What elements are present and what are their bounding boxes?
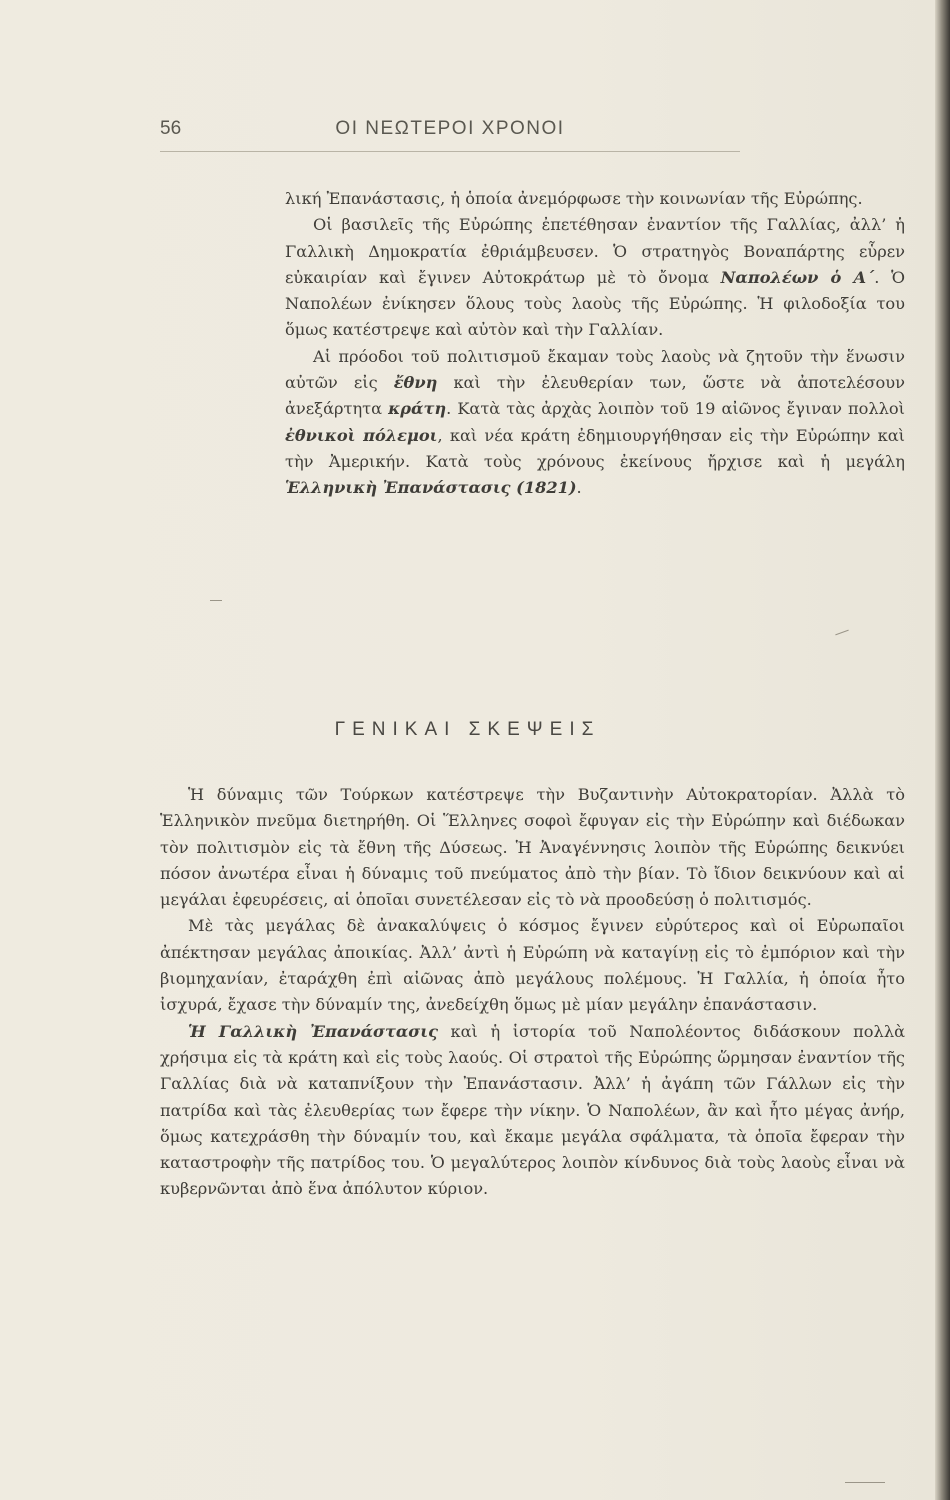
paragraph-french-revolution — [160, 1019, 905, 1203]
running-title: ΟΙ ΝΕΩΤΕΡΟΙ ΧΡΟΝΟΙ — [335, 118, 565, 139]
paragraph-byzantium: Ἡ δύναμις τῶν Τούρκων κατέστρεψε τὴν Βυζαντινὴν Αὐτοκρατορίαν. Ἀλλὰ τὸ Ἑλληνικὸν πνεῦμα διετηρήθη. Οἱ Ἕλληνες σοφοὶ ἔφυγαν εἰς τὴν Εὐρώπην καὶ διέδωκαν τὸν πολιτισμὸν εἰς τὰ ἔθνη τῆς Δύσεως. Ἡ Ἀναγέννησις λοιπὸν τῆς Εὐρώπης δεικνύει πόσον ἀνωτέρα εἶναι ἡ δύναμις τοῦ πνεύματος ἀπὸ τὴν βίαν. Τὸ ἴδιον δεικνύουν καὶ αἱ μεγάλαι ἐφευρέσεις, αἱ ὁποῖαι συνετέλεσαν εἰς τὸ νὰ προοδεύσῃ ὁ πολιτισμός. — [160, 785, 905, 910]
page-edge-shadow — [935, 0, 950, 1500]
text-block-general-thoughts — [160, 782, 905, 1203]
paragraph-text: . — [576, 478, 582, 498]
margin-mark — [845, 1482, 885, 1483]
header-rule — [160, 151, 740, 152]
margin-mark — [210, 600, 222, 601]
paragraph-text: καὶ ἡ ἱστορία τοῦ Ναπολέοντος διδάσκουν πολλὰ χρήσιμα εἰς τὰ κράτη καὶ εἰς τοὺς λαούς. Οἱ στρατοὶ τῆς Εὐρώπης ὥρμησαν ἐναντίον τῆς Γαλλίας διὰ νὰ καταπνίξουν τὴν Ἐπανάστασιν. Ἀλλ’ ἡ ἀγάπη τῶν Γάλλων εἰς τὴν πατρίδα καὶ τὰς ἐλευθερίας των ἔφερε τὴν νίκην. Ὁ Ναπολέων, ἂν καὶ ἦτο μέγας ἀνήρ, ὅμως κατεχράσθη τὴν δύναμίν του, καὶ ἔκαμε μεγάλα σφάλματα, τὰ ὁποῖα ἔφεραν τὴν καταστροφὴν τῆς πατρίδος του. Ὁ μεγαλύτερος λοιπὸν κίνδυνος διὰ τοὺς λαοὺς εἶναι νὰ κυβερνῶνται ἀπὸ ἕνα ἀπόλυτον κύριον. — [160, 1021, 906, 1199]
emphasis-ethni: ἔθνη — [393, 373, 438, 393]
paragraph-text: . Κατὰ τὰς ἀρχὰς λοιπὸν τοῦ 19 αἰῶνος ἔγιναν πολλοὶ — [446, 399, 905, 419]
emphasis-krati: κράτη — [388, 399, 447, 419]
margin-mark — [835, 630, 848, 636]
paragraph-text: καὶ τὴν ἐλευθερίαν των, ὥστε νὰ ἀποτελέσουν ἀνεξάρτητα — [285, 373, 905, 419]
page-header — [160, 118, 740, 144]
section-heading: ΓΕΝΙΚΑΙ ΣΚΕΨΕΙΣ — [334, 719, 601, 740]
emphasis-greek-revolution: Ἑλληνικὴ Ἐπανάστασις (1821) — [285, 478, 577, 498]
paragraph-text: . Ὁ Ναπολέων ἐνίκησεν ὅλους τοὺς λαοὺς τῆς Εὐρώπης. Ἡ φιλοδοξία του ὅμως κατέστρεψε καὶ αὐτὸν καὶ τὴν Γαλλίαν. — [285, 267, 905, 340]
paragraph-discoveries: Μὲ τὰς μεγάλας δὲ ἀνακαλύψεις ὁ κόσμος ἔγινεν εὐρύτερος καὶ οἱ Εὐρωπαῖοι ἀπέκτησαν μεγάλας ἀποικίας. Ἀλλ’ ἀντὶ ἡ Εὐρώπη νὰ καταγίνῃ εἰς τὸ ἐμπόριον καὶ τὴν βιομηχανίαν, ἐταράχθη ἐπὶ αἰῶνας ἀπὸ μεγάλους πολέμους. Ἡ Γαλλία, ἡ ὁποία ἦτο ἰσχυρά, ἔχασε τὴν δύναμίν της, ἀνεδείχθη ὅμως μὲ μίαν μεγάλην ἐπανάστασιν. — [160, 916, 905, 1015]
paragraph-text: Οἱ βασιλεῖς τῆς Εὐρώπης ἐπετέθησαν ἐναντίον τῆς Γαλλίας, ἀλλ’ ἡ Γαλλικὴ Δημοκρατία ἐθριάμβευσεν. Ὁ στρατηγὸς Βοναπάρτης εὗρεν εὐκαιρίαν καὶ ἔγινεν Αὐτοκράτωρ μὲ τὸ ὄνομα — [285, 215, 905, 287]
paragraph-nations — [285, 344, 905, 502]
emphasis-french-revolution: Ἡ Γαλλικὴ Ἐπανάστασις — [188, 1021, 438, 1041]
page-number: 56 — [160, 118, 182, 139]
paragraph-napoleon — [285, 212, 905, 343]
emphasis-napoleon-name: Ναπολέων ὁ Α΄ — [720, 267, 875, 287]
text-block-napoleon — [285, 186, 905, 502]
paragraph-continuation: λική Ἐπανάστασις, ἡ ὁποία ἀνεμόρφωσε τὴν κοινωνίαν τῆς Εὐρώπης. — [285, 189, 863, 208]
paragraph-text: Αἱ πρόοδοι τοῦ πολιτισμοῦ ἔκαμαν τοὺς λαοὺς νὰ ζητοῦν τὴν ἕνωσιν αὐτῶν εἰς — [285, 346, 905, 393]
emphasis-national-wars: ἐθνικοὶ πόλεμοι — [285, 425, 438, 445]
paragraph-text: , καὶ νέα κράτη ἐδημιουργήθησαν εἰς τὴν Εὐρώπην καὶ τὴν Ἀμερικήν. Κατὰ τοὺς χρόνους ἐκείνους ἤρχισε καὶ ἡ μεγάλη — [285, 425, 906, 471]
